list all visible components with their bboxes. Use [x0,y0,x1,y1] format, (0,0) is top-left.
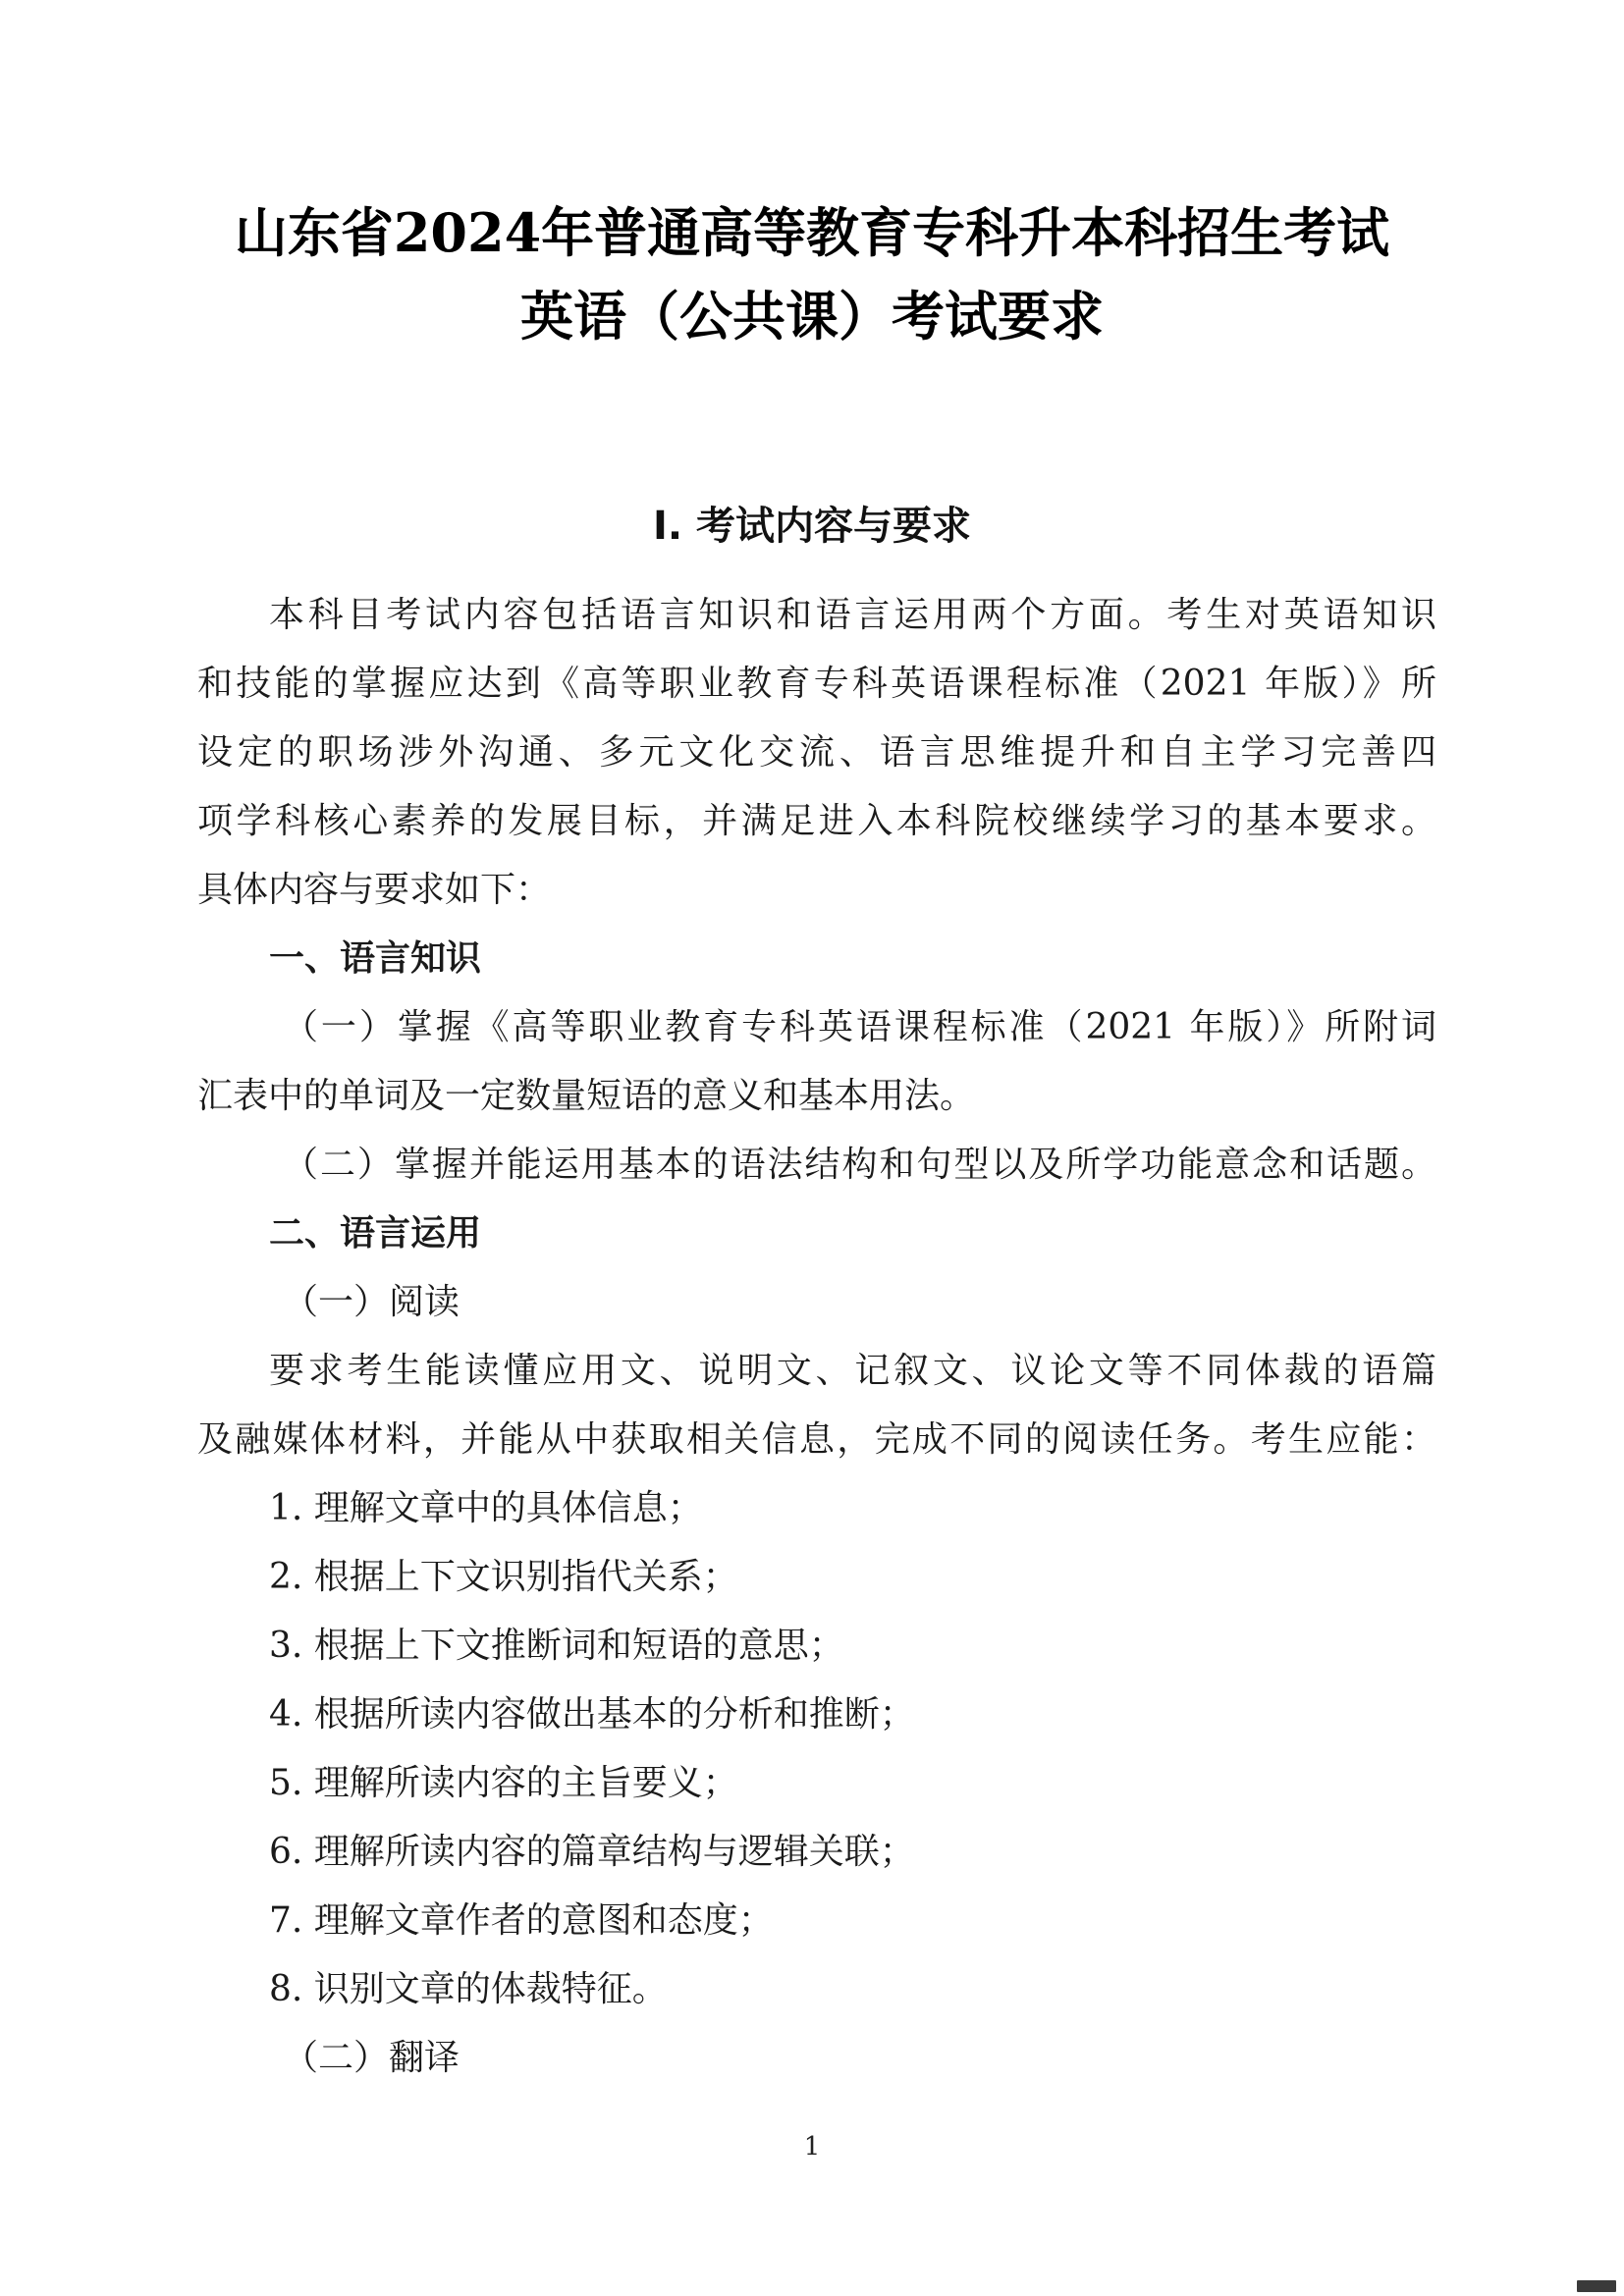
page-title-line-1: 山东省2024年普通高等教育专科升本科招生考试 [234,201,1390,264]
intro-line: 和技能的掌握应达到《高等职业教育专科英语课程标准（2021 年版）》所 [197,664,1436,704]
list-item: 4. 根据所读内容做出基本的分析和推断； [269,1694,915,1735]
part2-heading: 二、语言运用 [269,1213,482,1254]
part1-item-2: （二）掌握并能运用基本的语法结构和句型以及所学功能意念和话题。 [283,1145,1436,1185]
intro-line: 设定的职场涉外沟通、多元文化交流、语言思维提升和自主学习完善四 [197,732,1436,773]
part1-heading: 一、语言知识 [269,938,482,979]
list-item: 7. 理解文章作者的意图和态度； [269,1900,774,1941]
page-number: 1 [803,2132,821,2162]
intro-line: 项学科核心素养的发展目标，并满足进入本科院校继续学习的基本要求。 [197,801,1436,841]
reading-intro-line: 及融媒体材料，并能从中获取相关信息，完成不同的阅读任务。考生应能： [197,1419,1436,1460]
reading-intro-line: 要求考生能读懂应用文、说明文、记叙文、议论文等不同体裁的语篇 [269,1351,1436,1391]
list-item: 3. 根据上下文推断词和短语的意思； [269,1626,844,1666]
list-item: 8. 识别文章的体裁特征。 [269,1969,668,2009]
list-item: 2. 根据上下文识别指代关系； [269,1557,738,1597]
list-item: 1. 理解文章中的具体信息； [269,1488,703,1528]
page-title-line-2: 英语（公共课）考试要求 [520,285,1104,347]
intro-line: 本科目考试内容包括语言知识和语言运用两个方面。考生对英语知识 [269,595,1436,635]
reading-heading: （一）阅读 [283,1282,460,1322]
part1-item-1-line: （一）掌握《高等职业教育专科英语课程标准（2021 年版）》所附词 [283,1007,1436,1047]
list-item: 5. 理解所读内容的主旨要义； [269,1763,738,1803]
list-item: 6. 理解所读内容的篇章结构与逻辑关联； [269,1832,915,1872]
intro-line: 具体内容与要求如下： [197,870,552,910]
translation-heading: （二）翻译 [283,2038,460,2078]
watermark-logo [1577,2280,1616,2292]
part1-item-1-line: 汇表中的单词及一定数量短语的意义和基本用法。 [197,1076,976,1116]
section-heading: Ⅰ. 考试内容与要求 [652,504,971,549]
